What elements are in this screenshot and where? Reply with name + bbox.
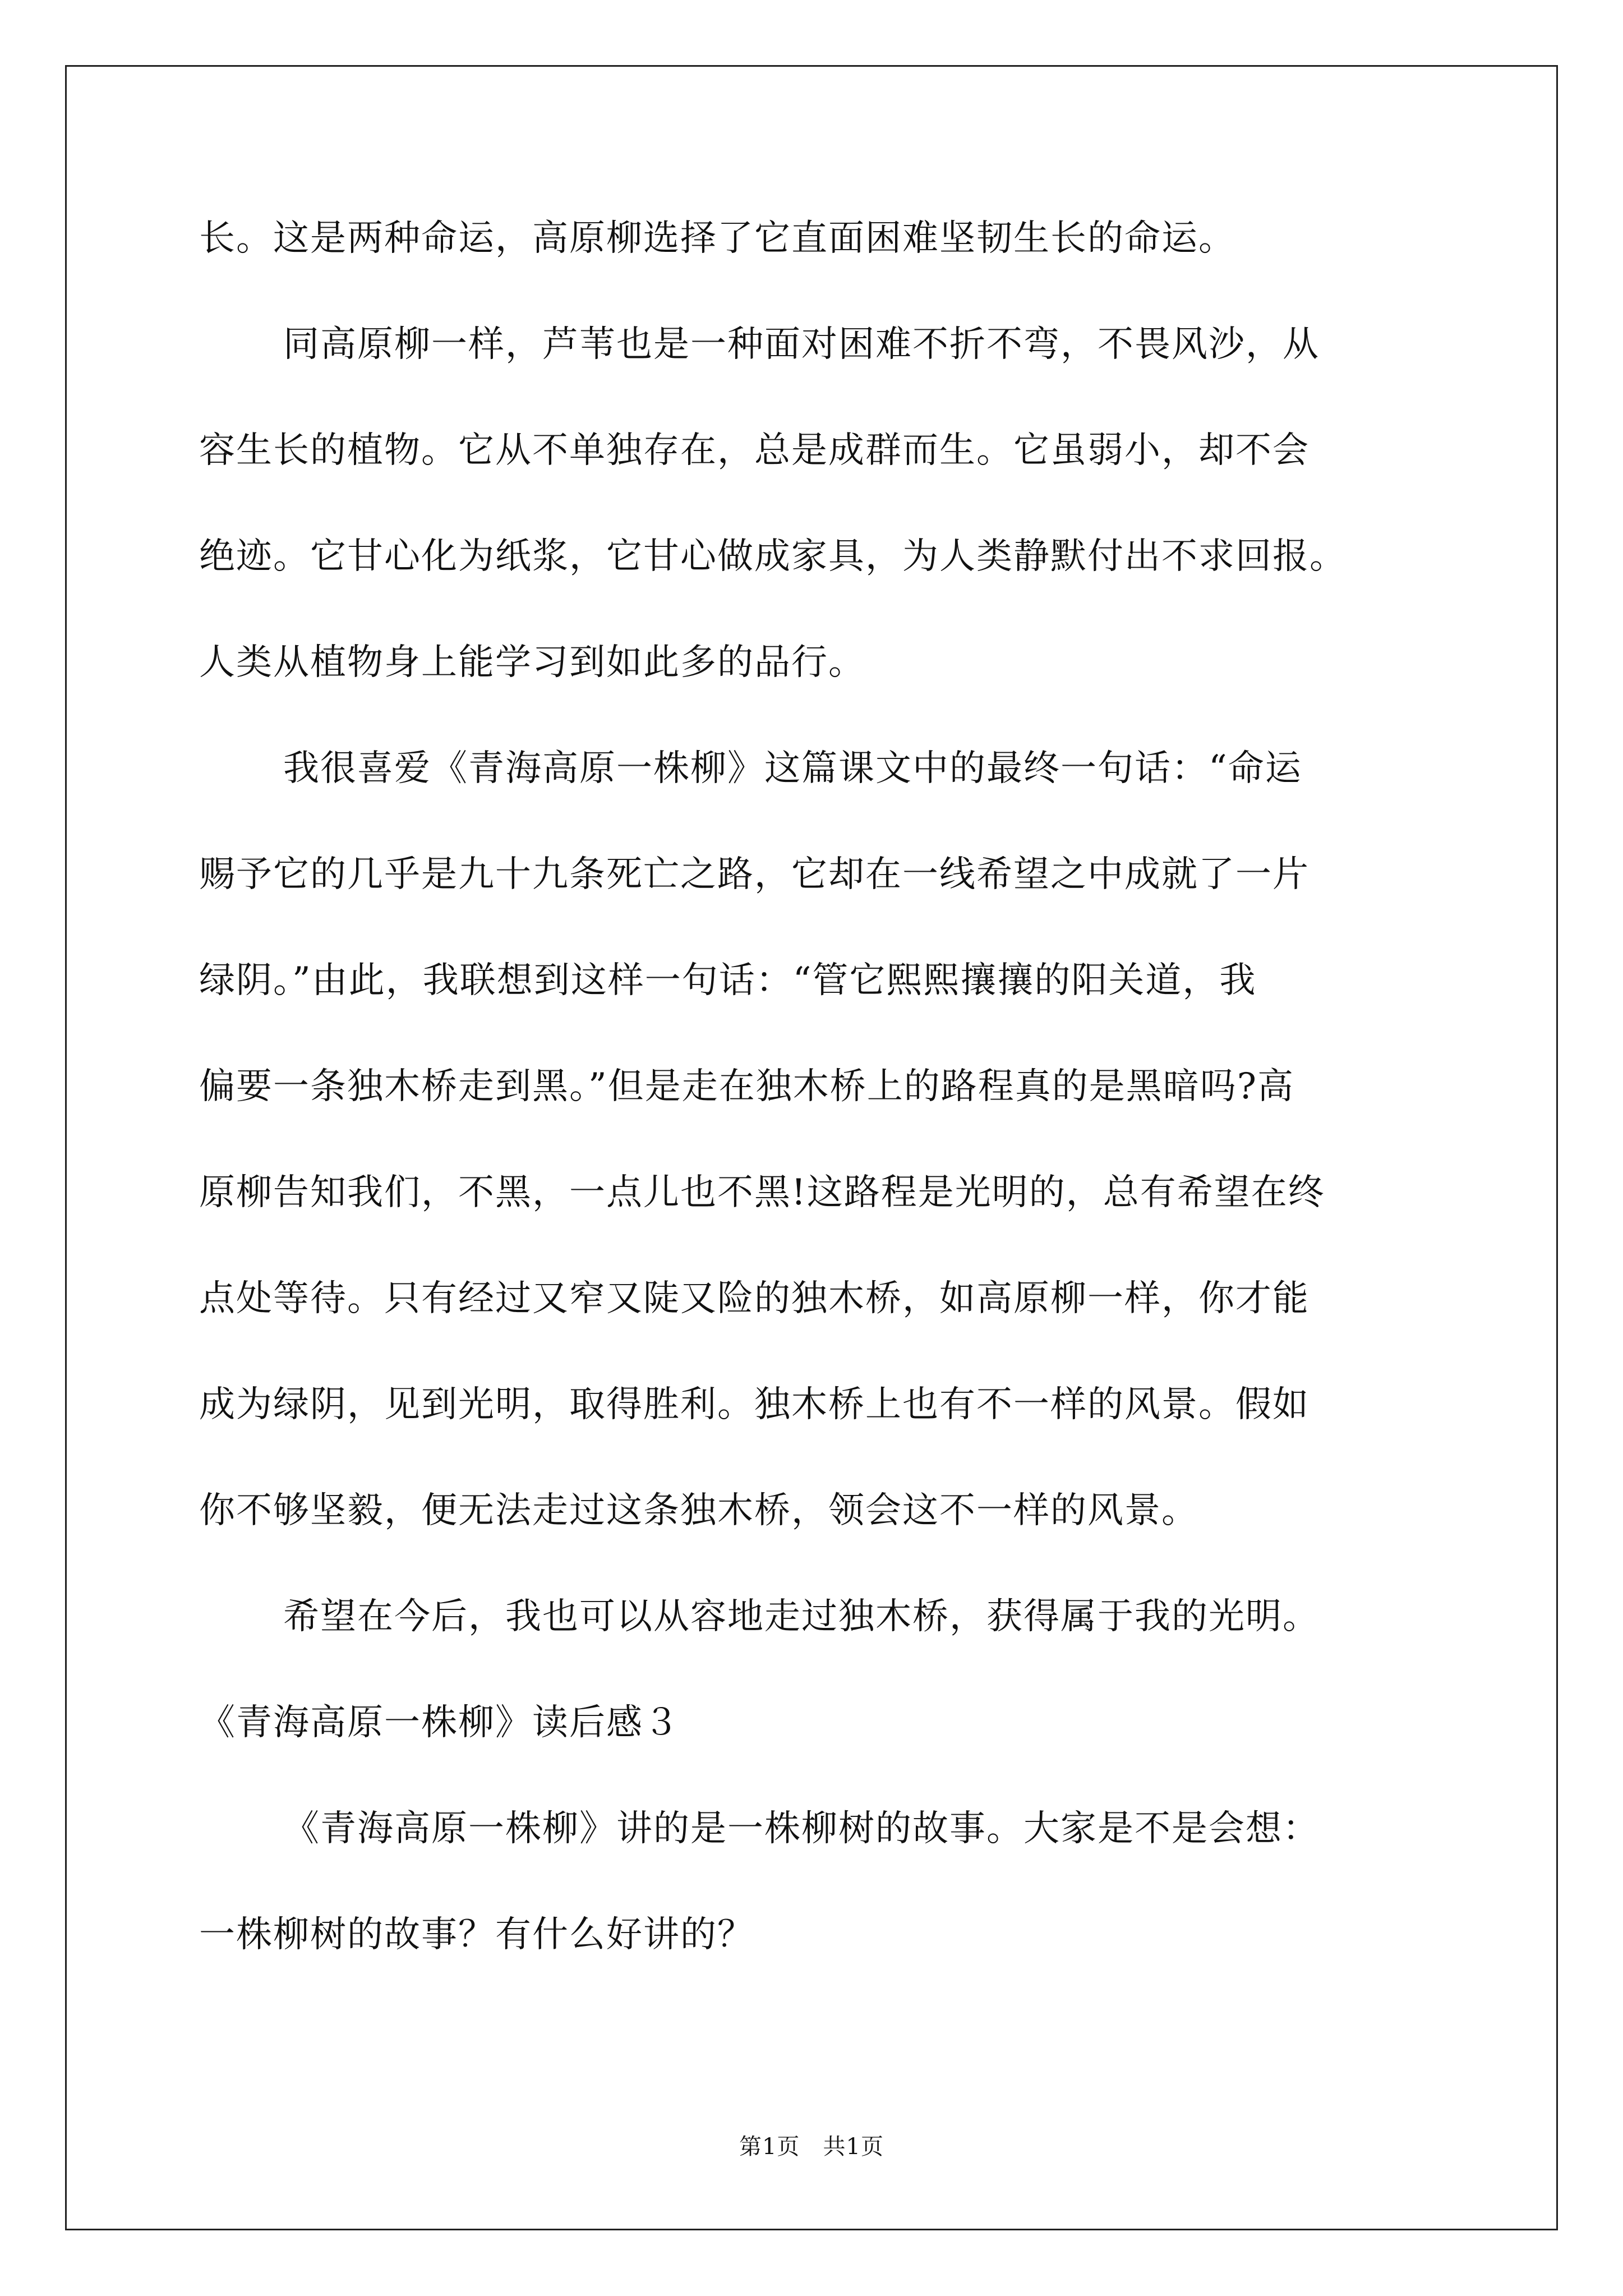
paragraph-line: 成为绿阴，见到光明，取得胜利。独木桥上也有不一样的风景。假如 (199, 1384, 1310, 1425)
paragraph-line: 容生长的植物。它从不单独存在，总是成群而生。它虽弱小，却不会 (199, 430, 1310, 471)
paragraph-line: 偏要一条独木桥走到黑。”但是走在独木桥上的路程真的是黑暗吗?高 (199, 1066, 1295, 1107)
paragraph-line: 人类从植物身上能学习到如此多的品行。 (199, 642, 865, 683)
paragraph-line: 一株柳树的故事？有什么好讲的？ (199, 1914, 754, 1955)
paragraph-line: 我很喜爱《青海高原一株柳》这篇课文中的最终一句话：“命运 (283, 748, 1302, 789)
paragraph-line: 希望在今后，我也可以从容地走过独木桥，获得属于我的光明。 (283, 1596, 1320, 1637)
paragraph-line: 点处等待。只有经过又窄又陡又险的独木桥，如高原柳一样，你才能 (199, 1278, 1310, 1319)
page-number-footer: 第1页 共1页 (739, 2134, 884, 2160)
paragraph-line: 绝迹。它甘心化为纸浆，它甘心做成家具，为人类静默付出不求回报。 (199, 536, 1347, 577)
document-body (199, 213, 1433, 2016)
paragraph-line: 原柳告知我们，不黑，一点儿也不黑!这路程是光明的，总有希望在终 (199, 1172, 1325, 1213)
paragraph-line: 赐予它的几乎是九十九条死亡之路，它却在一线希望之中成就了一片 (199, 854, 1310, 895)
paragraph-line: 你不够坚毅，便无法走过这条独木桥，领会这不一样的风景。 (199, 1490, 1198, 1531)
section-heading: 《青海高原一株柳》读后感３ (199, 1702, 680, 1743)
paragraph-line: 《青海高原一株柳》讲的是一株柳树的故事。大家是不是会想： (283, 1808, 1320, 1849)
paragraph-line: 长。这是两种命运，高原柳选择了它直面困难坚韧生长的命运。 (199, 218, 1235, 259)
paragraph-line: 绿阴。”由此，我联想到这样一句话：“管它熙熙攘攘的阳关道，我 (199, 960, 1257, 1001)
paragraph-line: 同高原柳一样，芦苇也是一种面对困难不折不弯，不畏风沙，从 (283, 324, 1320, 365)
